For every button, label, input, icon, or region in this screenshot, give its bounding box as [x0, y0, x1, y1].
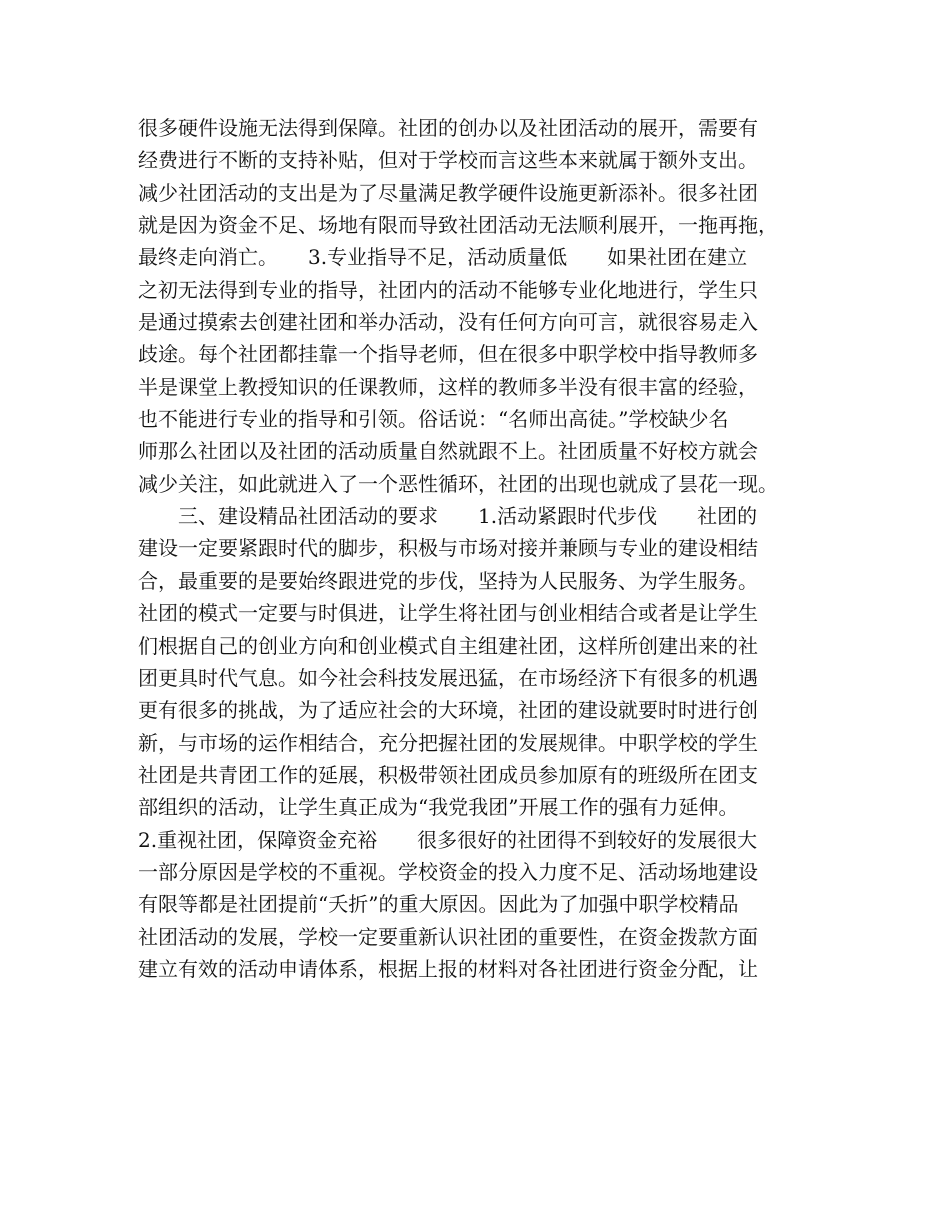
text-line: 新，与市场的运作相结合，充分把握社团的发展规律。中职学校的学生: [138, 730, 758, 755]
text-line: 部组织的活动，让学生真正成为“我党我团”开展工作的强有力延伸。: [138, 795, 739, 820]
text-line: 经费进行不断的支持补贴，但对于学校而言这些本来就属于额外支出。: [138, 148, 758, 173]
text-line: 是通过摸索去创建社团和举办活动，没有任何方向可言，就很容易走入: [138, 310, 758, 335]
text-line: 更有很多的挑战，为了适应社会的大环境，社团的建设就要时时进行创: [138, 698, 758, 723]
text-line: 最终走向消亡。 3.专业指导不足，活动质量低 如果社团在建立: [138, 245, 748, 270]
text-line: 很多硬件设施无法得到保障。社团的创办以及社团活动的展开，需要有: [138, 116, 758, 140]
text-line: 半是课堂上教授知识的任课教师，这样的教师多半没有很丰富的经验，: [138, 374, 758, 399]
text-line: 减少社团活动的支出是为了尽量满足教学硬件设施更新添补。很多社团: [138, 180, 758, 205]
text-line: 建立有效的活动申请体系，根据上报的材料对各社团进行资金分配，让: [138, 956, 758, 981]
text-line: 师那么社团以及社团的活动质量自然就跟不上。社团质量不好校方就会: [138, 439, 758, 464]
text-line: 有限等都是社团提前“夭折”的重大原因。因此为了加强中职学校精品: [138, 892, 739, 917]
text-line: 歧途。每个社团都挂靠一个指导老师，但在很多中职学校中指导教师多: [138, 342, 758, 367]
body-text: [138, 112, 828, 985]
text-line: 就是因为资金不足、场地有限而导致社团活动无法顺利展开，一拖再拖，: [138, 213, 778, 238]
text-line: 之初无法得到专业的指导，社团内的活动不能够专业化地进行，学生只: [138, 277, 758, 302]
text-line: 也不能进行专业的指导和引领。俗话说：“名师出高徒。”学校缺少名: [138, 407, 729, 432]
text-line: 社团活动的发展，学校一定要重新认识社团的重要性，在资金拨款方面: [138, 924, 758, 949]
text-line: 减少关注，如此就进入了一个恶性循环，社团的出现也就成了昙花一现。: [138, 471, 778, 496]
text-line: 社团是共青团工作的延展，积极带领社团成员参加原有的班级所在团支: [138, 762, 758, 787]
text-line: 们根据自己的创业方向和创业模式自主组建社团，这样所创建出来的社: [138, 633, 758, 658]
text-line: 团更具时代气息。如今社会科技发展迅猛，在市场经济下有很多的机遇: [138, 665, 758, 690]
text-line: 2.重视社团，保障资金充裕 很多很好的社团得不到较好的发展很大: [138, 827, 758, 852]
text-line: 一部分原因是学校的不重视。学校资金的投入力度不足、活动场地建设: [138, 859, 758, 884]
text-line: 建设一定要紧跟时代的脚步，积极与市场对接并兼顾与专业的建设相结: [138, 536, 758, 561]
text-line: 合，最重要的是要始终跟进党的步伐，坚持为人民服务、为学生服务。: [138, 568, 758, 593]
text-line: 社团的模式一定要与时俱进，让学生将社团与创业相结合或者是让学生: [138, 601, 758, 626]
text-line: 三、建设精品社团活动的要求 1.活动紧跟时代步伐 社团的: [138, 504, 758, 529]
